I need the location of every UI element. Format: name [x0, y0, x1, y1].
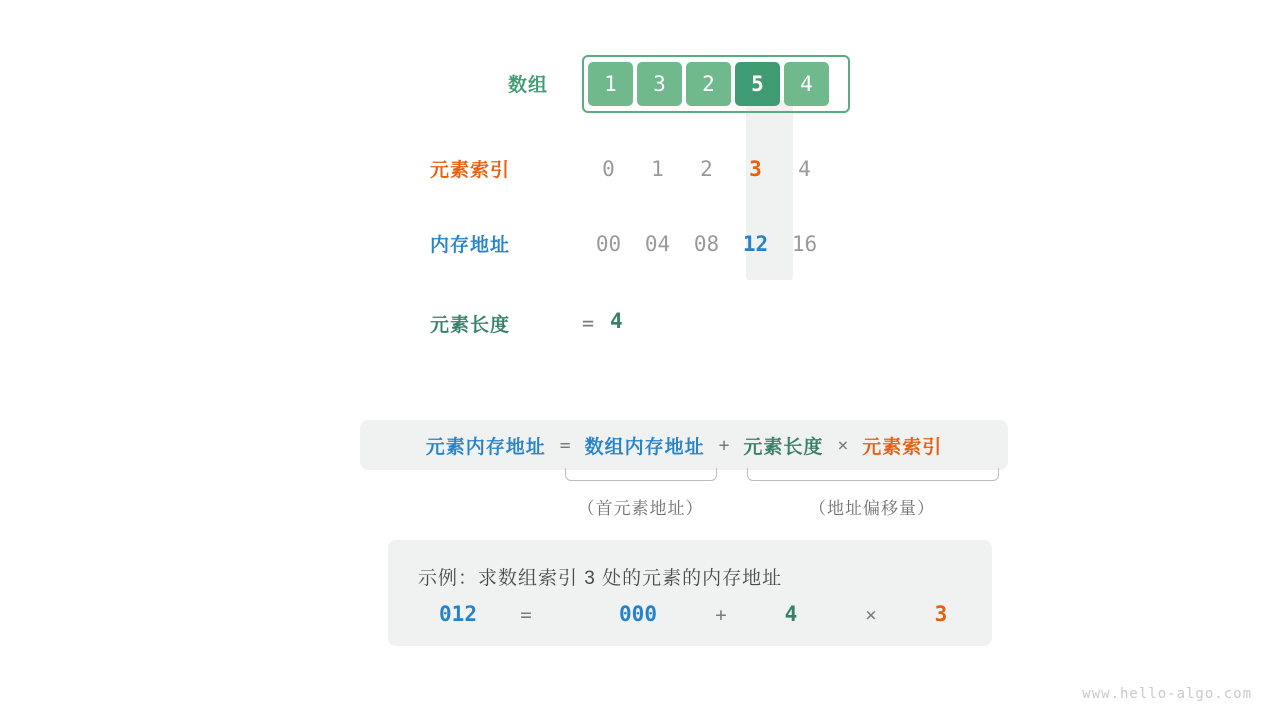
first-element-brace — [565, 468, 717, 481]
example-index: 3 — [934, 602, 948, 626]
address-value: 04 — [644, 232, 671, 256]
array-cell[interactable]: 4 — [784, 62, 829, 106]
index-value: 0 — [602, 157, 615, 181]
array-label: 数组 — [507, 75, 548, 96]
address-value: 08 — [693, 232, 720, 256]
address-value: 16 — [791, 232, 818, 256]
memory-address-label: 内存地址 — [429, 235, 510, 256]
formula-array-address: 数组内存地址 — [584, 436, 705, 458]
array-container — [582, 55, 850, 113]
formula-banner — [360, 420, 1008, 470]
index-value-selected: 3 — [749, 157, 762, 181]
address-value: 00 — [595, 232, 622, 256]
array-cell[interactable]: 3 — [637, 62, 682, 106]
offset-brace — [747, 468, 999, 481]
formula-element-address: 元素内存地址 — [425, 436, 546, 458]
formula-plus: + — [718, 434, 730, 456]
formula-equals: = — [559, 434, 571, 456]
index-value: 2 — [700, 157, 713, 181]
example-equals: = — [520, 604, 532, 626]
index-value: 4 — [798, 157, 811, 181]
formula-element-size: 元素长度 — [743, 436, 824, 458]
watermark: www.hello-algo.com — [1082, 686, 1252, 702]
example-equation — [388, 600, 992, 630]
index-row — [582, 154, 850, 184]
array-cell[interactable]: 1 — [588, 62, 633, 106]
example-title: 示例：求数组索引 3 处的元素的内存地址 — [418, 568, 783, 589]
example-times: × — [865, 604, 877, 626]
element-length-equals: = — [582, 311, 595, 335]
array-cell-selected[interactable]: 5 — [735, 62, 780, 106]
element-length-label: 元素长度 — [429, 315, 510, 336]
array-cell[interactable]: 2 — [686, 62, 731, 106]
index-value: 1 — [651, 157, 664, 181]
example-result: 012 — [439, 602, 477, 626]
example-panel — [388, 540, 992, 646]
formula-index: 元素索引 — [862, 436, 943, 458]
offset-annotation: （地址偏移量） — [809, 499, 935, 518]
example-plus: + — [715, 604, 727, 626]
example-base: 000 — [619, 602, 657, 626]
first-element-annotation: （首元素地址） — [577, 499, 704, 518]
address-row — [582, 229, 850, 259]
address-value-selected: 12 — [742, 232, 769, 256]
element-index-label: 元素索引 — [429, 160, 510, 181]
formula-times: × — [837, 434, 849, 456]
element-length-value: 4 — [610, 309, 623, 333]
example-size: 4 — [784, 602, 798, 626]
